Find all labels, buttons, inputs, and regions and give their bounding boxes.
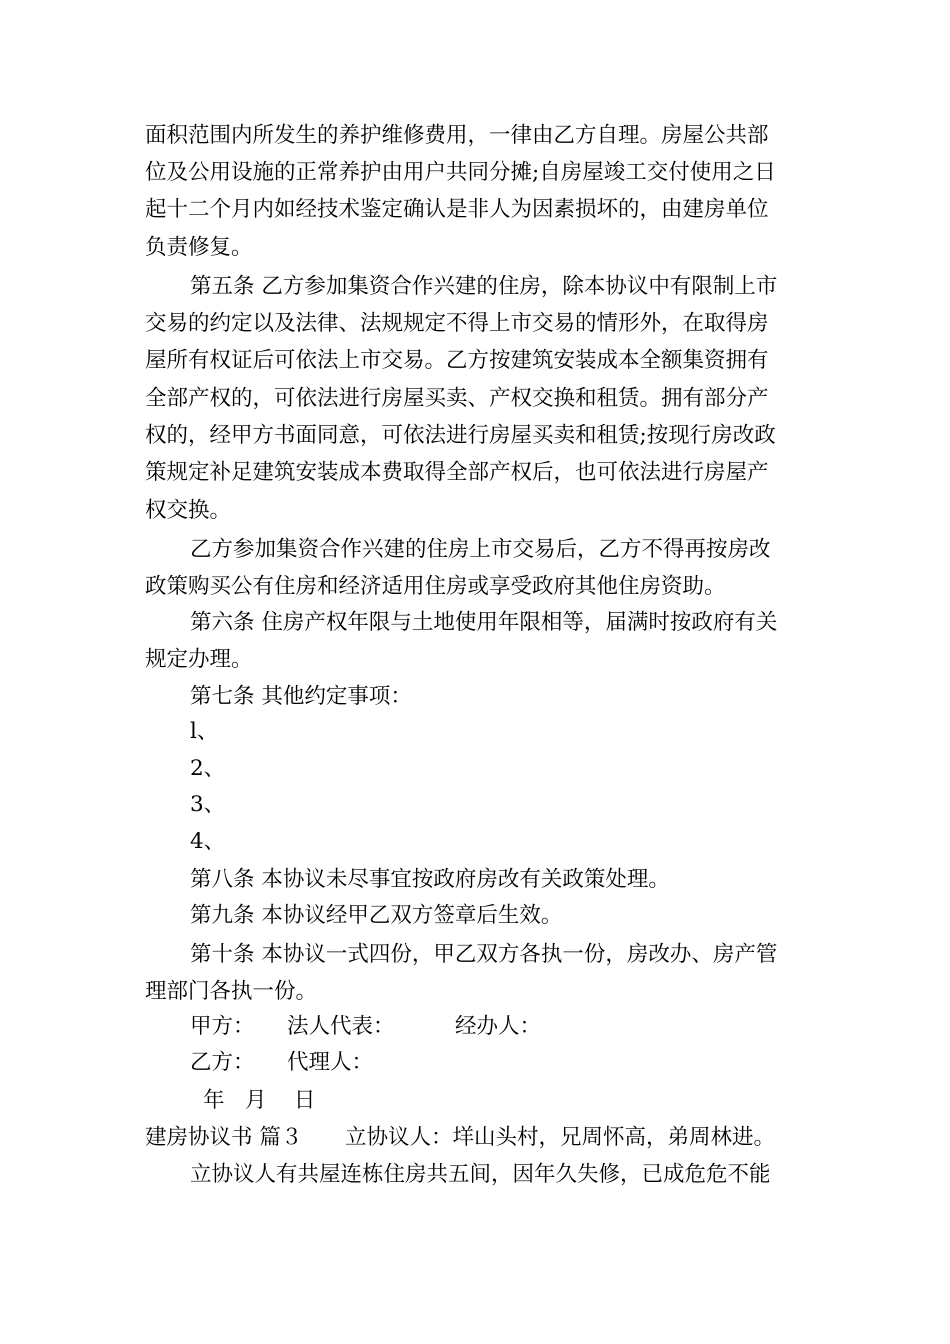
section-3-header: [0, 1119, 950, 1156]
article-7: 第七条 其他约定事项：: [190, 684, 412, 709]
article-6-line-2: 规定办理。: [145, 647, 253, 672]
article-8: 第八条 本协议未尽事宜按政府房改有关政策处理。: [190, 867, 670, 892]
paragraph-1-line-4: 负责修复。: [145, 235, 253, 260]
list-item: 4、: [190, 829, 226, 854]
section-3-parties: 立协议人：垟山头村，兄周怀高，弟周林进。: [345, 1125, 776, 1150]
signature-row-a: [0, 1008, 950, 1045]
article-10-line-1: 第十条 本协议一式四份，甲乙双方各执一份，房改办、房产管: [190, 942, 778, 967]
article-5-line-2: 交易的约定以及法律、法规规定不得上市交易的情形外，在取得房: [145, 311, 769, 336]
date-line: 年 月 日: [203, 1088, 316, 1113]
agent-label: 代理人：: [287, 1050, 374, 1075]
paragraph-1-line-3: 起十二个月内如经技术鉴定确认是非人为因素损坏的，由建房单位: [145, 197, 769, 222]
party-b-label: 乙方：: [190, 1050, 255, 1075]
signature-row-b: [0, 1044, 950, 1081]
article-10-line-2: 理部门各执一份。: [145, 979, 318, 1004]
handler-label: 经办人：: [455, 1014, 542, 1039]
paragraph-3-line-2: 政策购买公有住房和经济适用住房或享受政府其他住房资助。: [145, 574, 726, 599]
section-3-title: 建房协议书 篇３: [145, 1125, 303, 1150]
article-5-line-3: 屋所有权证后可依法上市交易。乙方按建筑安装成本全额集资拥有: [145, 348, 769, 373]
article-5-line-6: 策规定补足建筑安装成本费取得全部产权后，也可依法进行房屋产: [145, 460, 769, 485]
legal-representative-label: 法人代表：: [287, 1014, 395, 1039]
list-item: 2、: [190, 756, 226, 781]
article-9: 第九条 本协议经甲乙双方签章后生效。: [190, 903, 563, 928]
paragraph-1-line-2: 位及公用设施的正常养护由用户共同分摊;自房屋竣工交付使用之日: [145, 160, 776, 185]
article-5-line-4: 全部产权的，可依法进行房屋买卖、产权交换和租赁。拥有部分产: [145, 386, 769, 411]
article-5-line-5: 权的，经甲方书面同意，可依法进行房屋买卖和租赁;按现行房改政: [145, 423, 776, 448]
party-a-label: 甲方：: [190, 1014, 255, 1039]
paragraph-3-line-1: 乙方参加集资合作兴建的住房上市交易后，乙方不得再按房改: [190, 537, 771, 562]
section-3-paragraph-line-1: 立协议人有共屋连栋住房共五间，因年久失修，已成危危不能: [190, 1162, 771, 1187]
article-5-line-7: 权交换。: [145, 498, 232, 523]
article-6-line-1: 第六条 住房产权年限与土地使用年限相等，届满时按政府有关: [190, 610, 778, 635]
article-5-line-1: 第五条 乙方参加集资合作兴建的住房，除本协议中有限制上市: [190, 274, 778, 299]
list-item: l、: [190, 719, 219, 744]
list-item: 3、: [190, 792, 226, 817]
paragraph-1-line-1: 面积范围内所发生的养护维修费用，一律由乙方自理。房屋公共部: [145, 123, 769, 148]
